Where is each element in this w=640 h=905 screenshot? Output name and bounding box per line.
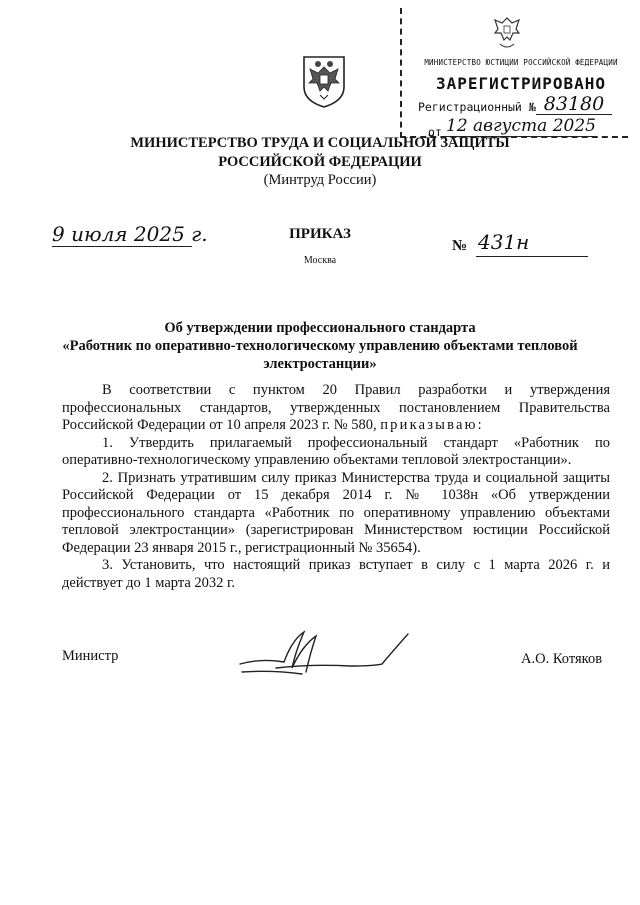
order-number-line — [476, 256, 588, 257]
stamp-date-label: от — [428, 125, 442, 139]
stamp-number-label: Регистрационный № — [418, 100, 536, 114]
order-number-handwritten: 431н — [478, 230, 530, 254]
stamp-status: ЗАРЕГИСТРИРОВАНО — [435, 74, 607, 93]
order-city: Москва — [303, 255, 337, 266]
order-body — [62, 382, 610, 592]
ministry-line-2: РОССИЙСКОЙ ФЕДЕРАЦИИ — [218, 154, 422, 170]
stamp-org: МИНИСТЕРСТВО ЮСТИЦИИ РОССИЙСКОЙ ФЕДЕРАЦИИ — [424, 58, 618, 67]
subject-line-3: электростанции» — [263, 356, 377, 372]
signatory-name: А.О. Котяков — [521, 651, 603, 667]
order-title: ПРИКАЗ — [289, 226, 351, 242]
ministry-short-name: (Минтруд России) — [263, 172, 377, 188]
subject-line-1: Об утверждении профессионального стандарта — [164, 320, 476, 336]
order-number-sign: № — [452, 238, 468, 254]
intro-keyword: приказываю: — [380, 417, 484, 433]
subject-line-2: «Работник по оперативно-технологическому управлению объектами тепловой — [62, 338, 578, 354]
stamp-number-value: 83180 — [536, 94, 612, 115]
body-intro — [62, 382, 610, 435]
body-item-2: 2. Признать утратившим силу приказ Министерства труда и социальной защиты Российской Федерации от 15 декабря 2014 г. № 1038н «Об утверждении профессионального стандарта «Работник по оперативному управлению объектами тепловой электростанции» (зарегистрирован Министерством юстиции Российской Федерации 23 января 2015 г., регистрационный № 35654). — [62, 469, 610, 556]
body-item-1: 1. Утвердить прилагаемый профессиональный стандарт «Работник по оперативно-технологическому управлению объектами тепловой электростанции». — [62, 434, 610, 468]
stamp-emblem-icon — [490, 14, 524, 54]
order-subject — [60, 319, 580, 373]
signatory-title: Министр — [62, 648, 119, 664]
signature-image — [232, 628, 422, 680]
coat-of-arms-emblem — [300, 53, 348, 109]
body-item-3: 3. Установить, что настоящий приказ вступает в силу с 1 марта 2026 г. и действует до 1 марта 2032 г. — [62, 557, 610, 591]
ministry-line-1: МИНИСТЕРСТВО ТРУДА И СОЦИАЛЬНОЙ ЗАЩИТЫ — [130, 135, 510, 151]
intro-text: В соответствии с пунктом 20 Правил разработки и утверждения профессиональных стандартов, утвержденных постановлением Правительства Российской Федерации от 10 апреля 2023 г. № 580, — [62, 382, 610, 433]
stamp-date-value: 12 августа 2025 — [446, 116, 596, 136]
order-date-handwritten: 9 июля 2025 г. — [52, 222, 208, 246]
ministry-name — [20, 134, 620, 172]
